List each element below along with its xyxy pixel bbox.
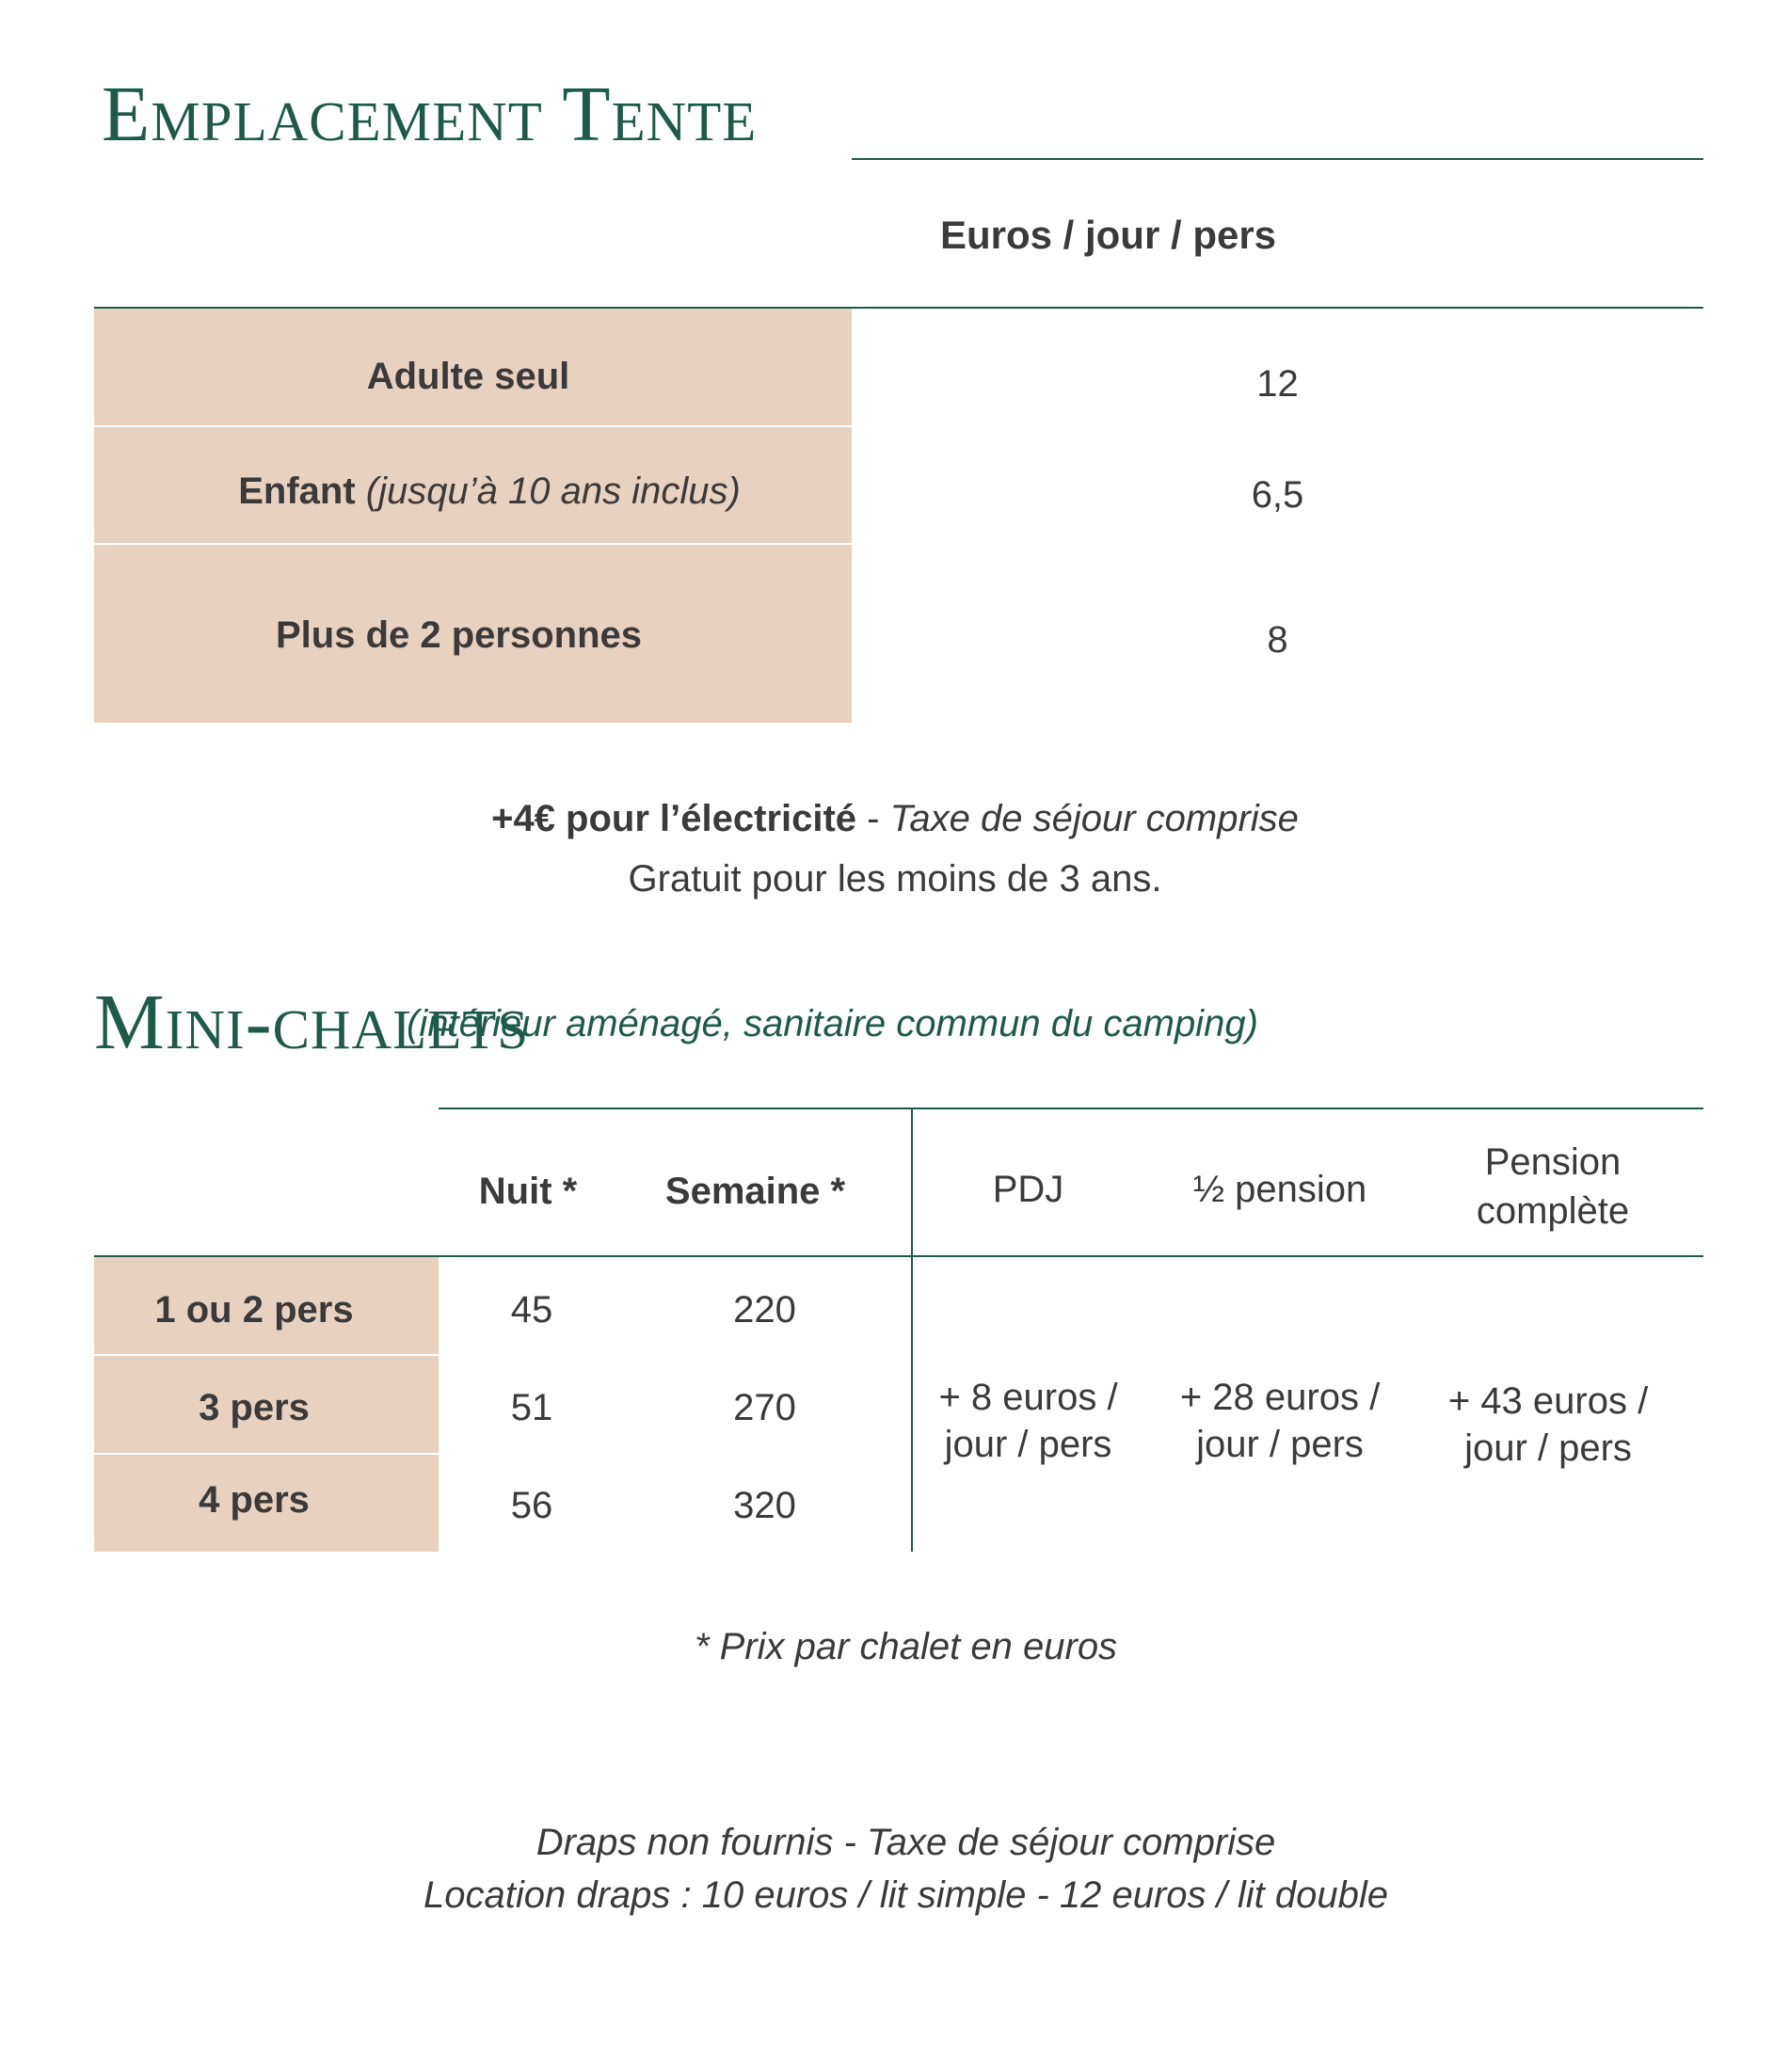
pension-complete-supplement-line2: jour / pers: [1464, 1426, 1632, 1469]
note-separator: -: [856, 797, 890, 839]
header-semaine: Semaine *: [664, 1170, 846, 1212]
chalets-header-top-rule: [439, 1108, 1703, 1109]
header-nuit: Nuit *: [478, 1170, 578, 1212]
tent-section-title: Emplacement Tente: [102, 71, 758, 158]
header-pension-line2: complète: [1476, 1189, 1630, 1232]
row-divider: [94, 425, 852, 427]
price-per-chalet-note: * Prix par chalet en euros: [694, 1625, 1118, 1667]
tent-column-header: Euros / jour / pers: [939, 213, 1277, 257]
chalet-semaine-price: 320: [733, 1484, 796, 1526]
free-under-3-note: Gratuit pour les moins de 3 ans.: [628, 857, 1162, 900]
sheets-note-line2: Location draps : 10 euros / lit simple - 12 euros / lit double: [424, 1873, 1388, 1916]
pension-complete-supplement-line1: + 43 euros /: [1447, 1379, 1649, 1422]
tent-header-top-rule: [852, 158, 1703, 160]
tent-row-label: Enfant: [238, 470, 356, 512]
tent-row-note: (jusqu’à 10 ans inclus): [365, 470, 741, 512]
demi-pension-supplement-line1: + 28 euros /: [1179, 1376, 1381, 1418]
chalets-column-divider: [911, 1108, 913, 1552]
chalet-row-label: 4 pers: [199, 1478, 310, 1521]
chalet-row-label: 1 ou 2 pers: [154, 1288, 354, 1331]
tax-note: Taxe de séjour comprise: [889, 797, 1299, 839]
pdj-supplement-line1: + 8 euros /: [938, 1376, 1118, 1418]
tent-row-value: 6,5: [1251, 473, 1304, 516]
chalet-semaine-price: 270: [733, 1386, 796, 1428]
electricity-fee: +4€ pour l’électricité: [491, 797, 857, 839]
electricity-note: [0, 792, 1790, 845]
chalets-subtitle: (intérieur aménagé, sanitaire commun du camping): [407, 1003, 1258, 1044]
header-pdj: PDJ: [992, 1168, 1064, 1210]
tent-row-value: 8: [1267, 618, 1288, 661]
tent-row-label: Plus de 2 personnes: [275, 614, 643, 656]
chalet-nuit-price: 45: [510, 1288, 553, 1331]
chalet-row-label: 3 pers: [199, 1386, 310, 1428]
row-divider: [94, 1354, 439, 1356]
chalet-nuit-price: 56: [510, 1484, 553, 1526]
tent-row-label: Adulte seul: [366, 355, 570, 397]
demi-pension-supplement-line2: jour / pers: [1196, 1423, 1364, 1465]
sheets-note-line1: Draps non fournis - Taxe de séjour comprise: [535, 1821, 1276, 1863]
chalet-nuit-price: 51: [510, 1386, 553, 1428]
row-divider: [94, 1453, 439, 1455]
row-divider: [94, 543, 852, 545]
tent-row-label-enfant: [94, 463, 885, 519]
header-demi-pension: ½ pension: [1192, 1168, 1367, 1210]
chalet-semaine-price: 220: [733, 1288, 796, 1331]
header-pension-line1: Pension: [1484, 1140, 1622, 1183]
tent-row-value: 12: [1256, 362, 1299, 405]
pdj-supplement-line2: jour / pers: [944, 1423, 1112, 1465]
chalets-section-title: Mini-chalets: [94, 979, 530, 1066]
